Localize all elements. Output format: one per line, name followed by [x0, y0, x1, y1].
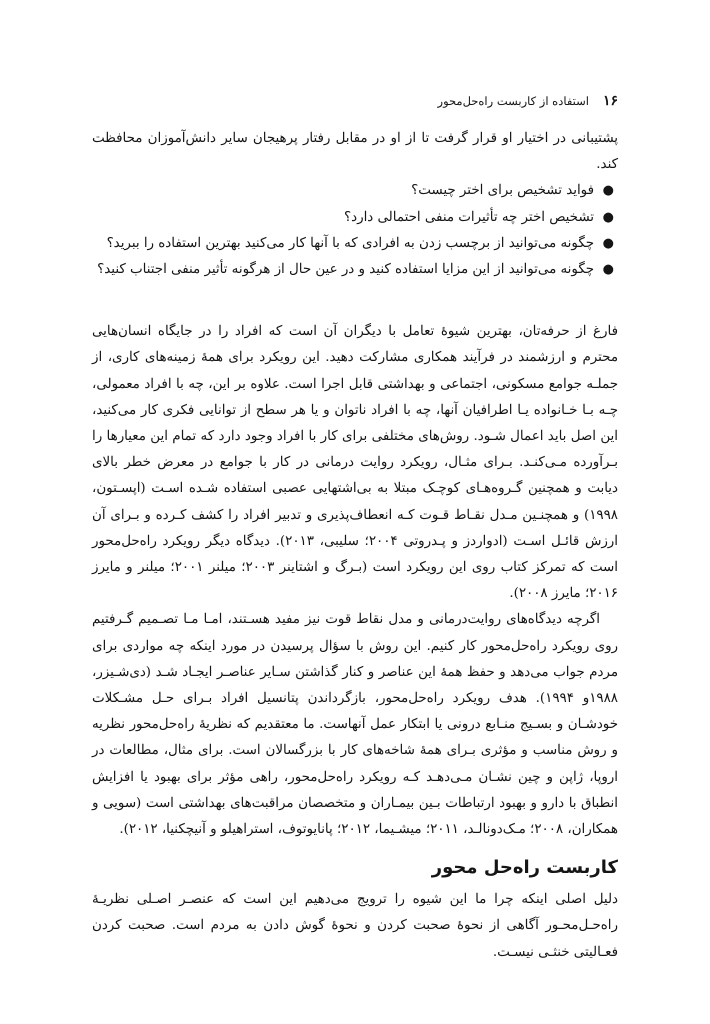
page-number: ۱۶ — [602, 93, 618, 109]
section-heading: کاربست راه‌حل محور — [431, 857, 618, 879]
running-title: استفاده از کاربست راه‌حل‌محور — [437, 94, 589, 108]
section-paragraph: دلیل اصلی اینکه چرا ما این شیوه را ترویج می‌دهیم این است که عنصـر اصـلی نظریـهٔ راه‌حـل‌محـور آگاهی از نحوهٔ صحبت کردن و نحوهٔ گوش دادن به مردم است. صحبت کردن فعـالیتی خنثـی نیسـت. — [92, 892, 618, 960]
question-list — [92, 178, 618, 283]
intro-line: پشتیبانی در اختیار او قرار گرفت تا از او در مقابل رفتار پرهیجان سایر دانش‌آموزان محافظت کند. — [92, 131, 618, 173]
paragraph: اگرچه دیدگاه‌های روایت‌درمانی و مدل نقاط قوت نیز مفید هسـتند، امـا مـا تصـمیم گـرفتیم روی رویکرد راه‌حل‌محور کار کنیم. این روش با سؤال پرسیدن در مورد اینکه چه مواردی برای مردم جواب می‌دهد و حفظ همهٔ این عناصر و کنار گذاشتن سـایر عناصـر ایجـاد شـد (دی‌شـیزر، ۱۹۸۸و ۱۹۹۴). هدف رویکرد راه‌حل‌محور، بازگرداندن پتانسیل افراد بـرای حـل مشـکلات خودشـان و بسـیج منـابع درونی یا ابتکار عمل آنهاست. ما معتقدیم که نظریهٔ راه‌حل‌محور نظریه و روش مناسب و مؤثری بـرای همهٔ شاخه‌های کار با بزرگسالان است. برای مثال، مطالعات در اروپا، ژاپن و چین نشـان مـی‌دهـد کـه رویکرد راه‌حل‌محور، راهی مؤثر برای بهبود یا افزایش انطباق با دارو و بهبود ارتباطات بـین بیمـاران و متخصصان مراقبت‌های بهداشتی است (سویی و همکاران، ۲۰۰۸؛ مـک‌دونالـد، ۲۰۱۱؛ میشـیما، ۲۰۱۲؛ پانایوتوف، استراهیلو و آنیچکنیا، ۲۰۱۲). — [92, 612, 618, 838]
bullet-icon: ● — [602, 262, 614, 278]
bullet-icon: ● — [602, 235, 614, 251]
question-text: فواید تشخیص برای اختر چیست؟ — [411, 183, 594, 199]
question-item — [92, 178, 614, 204]
question-text: تشخیص اختر چه تأثیرات منفی احتمالی دارد؟ — [344, 209, 594, 225]
bullet-icon: ● — [602, 183, 614, 199]
bullet-icon: ● — [602, 209, 614, 225]
question-item — [92, 205, 614, 231]
paragraph: فارغ از حرفه‌تان، بهترین شیوهٔ تعامل با دیگران آن است که افراد را در جایگاه انسان‌هایی محترم و ارزشمند در فرآیند همکاری مشارکت دهید. این رویکرد برای همهٔ زمینه‌های کاری، از جملـه جوامع مسکونی، اجتماعی و بهداشتی قابل اجرا است. علاوه بر این، چه با افراد معمولی، چـه بـا خـانواده یـا اطرافیان آنها، چه با افراد ناتوان و یا هر سطح از توانایی فکری کار می‌کنید، این اصل باید اعمال شـود. روش‌های مختلفی برای کار با افراد وجود دارد که تمام این معیارها را بـرآورده مـی‌کنـد. بـرای مثـال، رویکرد روایت درمانی در کار با جوامع در معرض خطر بالای دیابت و همچنین گـروه‌هـای کوچـک مبتلا به بی‌اشتهایی عصبی استفاده شـده اسـت (اپسـتون، ۱۹۹۸) و همچنـین مـدل نقـاط قـوت کـه انعطاف‌پذیری و تدبیر افراد را کشف کـرده و بـرای آن ارزش قائـل اسـت (ادواردز و پـدروتی ۲۰۰۴؛ سلیبی، ۲۰۱۳). دیدگاه دیگر رویکرد راه‌حل‌محور است که تمرکز کتاب روی این رویکرد است (بـرگ و اشتاینر ۲۰۰۳؛ میلنر ۲۰۰۱؛ میلنر و مایرز ۲۰۱۶؛ مایرز ۲۰۰۸). — [92, 324, 618, 602]
question-item — [92, 231, 614, 257]
question-text: چگونه می‌توانید از برچسب زدن به افرادی که با آنها کار می‌کنید بهترین استفاده را ببرید؟ — [106, 235, 594, 251]
spacer — [92, 283, 618, 319]
running-head — [92, 93, 618, 115]
question-item — [92, 257, 614, 283]
page-body — [92, 126, 618, 966]
question-text: چگونه می‌توانید از این مزایا استفاده کنید و در عین حال از هرگونه تأثیر منفی اجتناب کنید؟ — [97, 262, 594, 278]
